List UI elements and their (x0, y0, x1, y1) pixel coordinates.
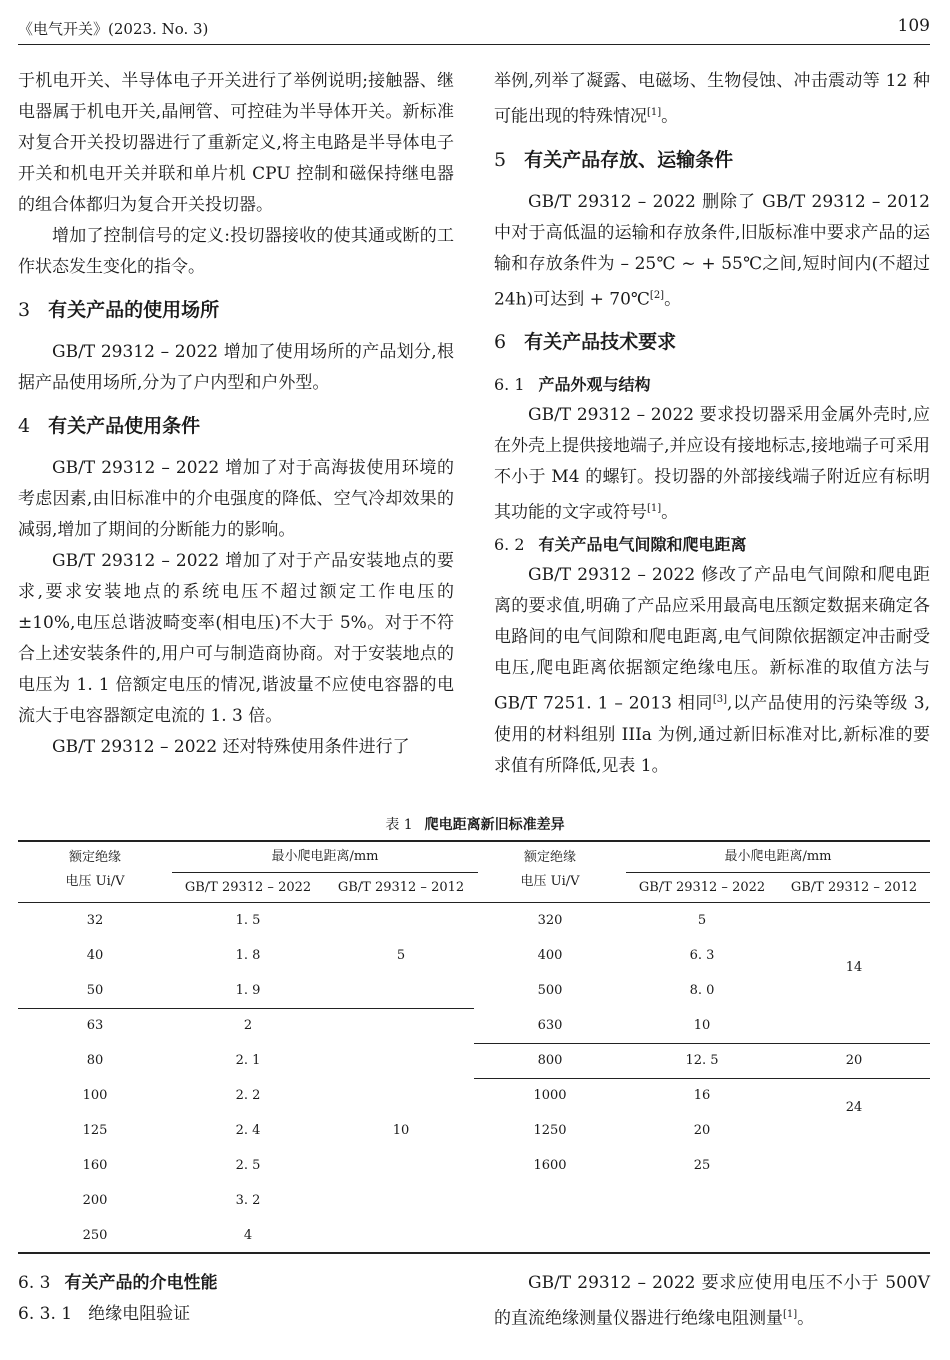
cell-new: 2. 5 (235, 1158, 261, 1173)
section-heading-4 (18, 409, 454, 443)
cell-voltage: 32 (86, 913, 104, 928)
cell-old-group: 10 (392, 1123, 410, 1138)
running-header (18, 16, 930, 45)
section-title: 有关产品使用条件 (48, 415, 201, 437)
paragraph: GB/T 29312 – 2022 修改了产品电气间隙和爬电距离的要求值,明确了产品应采用最高电压额定数据来确定各电路间的电气间隙和爬电距离,电气间隙依据额定冲击耐受电压,爬电距离依据额定绝缘电压。新标准的取值方法与 GB/T 7251. 1 – 2013 相同[3],以产品使用的污染等级 3,使用的材料组别 IIIa 为例,通过新旧标准对比,新标准的要求值有所降低,见表 1。 (494, 564, 931, 776)
subsection-number: 6. 1 (494, 375, 525, 395)
cell-new: 1. 9 (235, 983, 261, 998)
paragraph: GB/T 29312 – 2022 增加了对于产品安装地点的要求,要求安装地点的系统电压不超过额定工作电压的 ±10%,电压总谐波畸变率(相电压)不大于 5%。对于不符合上述安装条件的,用户可与制造商协商。对于安装地点的电压为 1. 1 倍额定电压的情况,谐波量不应使电容器的电流大于电容器额定电流的 1. 3 倍。 (18, 551, 454, 726)
journal-title: 《电气开关》(2023. No. 3) (18, 20, 209, 38)
subsubsection-number: 6. 3. 1 (18, 1304, 73, 1324)
cell-new: 6. 3 (689, 948, 715, 963)
right-column (494, 66, 930, 782)
section-heading-5 (494, 143, 930, 177)
bottom-right (494, 1268, 930, 1335)
header-gb2012: GB/T 29312 – 2012 (337, 880, 465, 895)
cell-voltage: 800 (537, 1053, 563, 1068)
section-number: 5 (494, 148, 507, 171)
subsection-number: 6. 3 (18, 1273, 51, 1293)
cell-new: 2. 4 (235, 1123, 261, 1138)
cell-voltage: 320 (537, 913, 563, 928)
cell-new: 1. 8 (235, 948, 261, 963)
creepage-table (18, 840, 930, 1254)
cell-old-group: 24 (845, 1100, 863, 1115)
cell-new: 25 (693, 1158, 711, 1173)
cell-voltage: 1000 (533, 1088, 567, 1103)
cell-voltage: 200 (82, 1193, 108, 1208)
subsection-title: 产品外观与结构 (538, 375, 651, 395)
cell-old-group: 5 (396, 948, 406, 963)
cell-voltage: 1600 (533, 1158, 567, 1173)
header-voltage: 额定绝缘 电压 Ui/V (65, 850, 125, 889)
cell-voltage: 500 (537, 983, 563, 998)
cell-new: 16 (693, 1088, 711, 1103)
cell-voltage: 50 (86, 983, 104, 998)
header-gb2022: GB/T 29312 – 2022 (638, 880, 766, 895)
cell-voltage: 125 (82, 1123, 108, 1138)
cell-new: 10 (693, 1018, 711, 1033)
table-number: 表 1 (385, 817, 413, 833)
cell-new: 5 (697, 913, 707, 928)
subsection-heading-6-1 (494, 369, 930, 400)
citation: [2] (649, 289, 665, 301)
paragraph: 举例,列举了凝露、电磁场、生物侵蚀、冲击震动等 12 种可能出现的特殊情况[1]。 (494, 71, 930, 127)
header-min-creepage: 最小爬电距离/mm (724, 849, 832, 864)
left-column (18, 66, 454, 763)
cell-new: 12. 5 (685, 1053, 719, 1068)
section-number: 6 (494, 331, 507, 354)
cell-new: 3. 2 (235, 1193, 261, 1208)
header-voltage: 额定绝缘 电压 Ui/V (520, 850, 580, 889)
citation: [1] (783, 1309, 798, 1320)
subsection-number: 6. 2 (494, 534, 525, 554)
cell-new: 2. 1 (235, 1053, 261, 1068)
cell-new: 2 (243, 1018, 253, 1033)
paragraph: 于机电开关、半导体电子开关进行了举例说明;接触器、继电器属于机电开关,晶闸管、可控硅为半导体开关。新标准对复合开关投切器进行了重新定义,将主电路是半导体电子开关和机电开关并联和单片机 CPU 控制和磁保持继电器的组合体都归为复合开关投切器。 (18, 71, 454, 215)
cell-voltage: 40 (86, 948, 104, 963)
cell-new: 4 (243, 1228, 253, 1243)
cell-voltage: 80 (86, 1053, 104, 1068)
cell-old-group: 20 (845, 1053, 863, 1068)
header-min-creepage: 最小爬电距离/mm (271, 849, 379, 864)
paragraph: GB/T 29312 – 2022 要求应使用电压不小于 500V 的直流绝缘测量仪器进行绝缘电阻测量[1]。 (494, 1273, 930, 1329)
subsection-heading-6-2 (494, 529, 930, 560)
cell-voltage: 630 (537, 1018, 563, 1033)
table-title: 爬电距离新旧标准差异 (424, 817, 565, 833)
subsection-heading-6-3 (18, 1268, 454, 1299)
cell-new: 8. 0 (689, 983, 715, 998)
subsubsection-heading-6-3-1 (18, 1299, 454, 1330)
page-number: 109 (897, 16, 930, 36)
citation: [1] (647, 107, 662, 118)
section-heading-6 (494, 325, 930, 359)
paragraph: GB/T 29312 – 2022 增加了使用场所的产品划分,根据产品使用场所,分为了户内型和户外型。 (18, 342, 454, 393)
subsubsection-title: 绝缘电阻验证 (88, 1304, 191, 1324)
section-title: 有关产品的使用场所 (48, 299, 220, 321)
paragraph: GB/T 29312 – 2022 还对特殊使用条件进行了 (52, 737, 410, 757)
cell-new: 2. 2 (235, 1088, 261, 1103)
paragraph: 增加了控制信号的定义:投切器接收的使其通或断的工作状态发生变化的指令。 (18, 226, 454, 277)
section-number: 3 (18, 299, 31, 321)
cell-voltage: 1250 (533, 1123, 567, 1138)
bottom-left (18, 1268, 454, 1330)
cell-voltage: 100 (82, 1088, 108, 1103)
section-title: 有关产品存放、运输条件 (524, 148, 734, 171)
cell-voltage: 250 (82, 1228, 108, 1243)
header-gb2022: GB/T 29312 – 2022 (184, 880, 312, 895)
cell-old-group: 14 (845, 960, 863, 975)
cell-new: 1. 5 (235, 913, 261, 928)
cell-voltage: 63 (86, 1018, 104, 1033)
subsection-title: 有关产品的介电性能 (64, 1273, 218, 1293)
paragraph: GB/T 29312 – 2022 要求投切器采用金属外壳时,应在外壳上提供接地端子,并应设有接地标志,接地端子可采用不小于 M4 的螺钉。投切器的外部接线端子附近应有标明其功能的文字或符号[1]。 (494, 405, 930, 523)
table-caption (0, 814, 950, 834)
paragraph: GB/T 29312 – 2022 删除了 GB/T 29312 – 2012 中对于高低温的运输和存放条件,旧版标准中要求产品的运输和存放条件为 – 25℃ ~ + 55℃之间,短时间内(不超过 24h)可达到 + 70℃[2]。 (494, 191, 930, 310)
paragraph: GB/T 29312 – 2022 增加了对于高海拔使用环境的考虑因素,由旧标准中的介电强度的降低、空气冷却效果的减弱,增加了期间的分断能力的影响。 (18, 458, 454, 540)
section-number: 4 (18, 415, 31, 437)
section-title: 有关产品技术要求 (524, 331, 677, 354)
header-gb2012: GB/T 29312 – 2012 (790, 880, 918, 895)
cell-voltage: 160 (82, 1158, 108, 1173)
section-heading-3 (18, 293, 454, 327)
citation: [1] (647, 503, 662, 515)
citation: [3] (712, 693, 728, 705)
subsection-title: 有关产品电气间隙和爬电距离 (538, 534, 747, 554)
cell-voltage: 400 (537, 948, 563, 963)
cell-new: 20 (693, 1123, 711, 1138)
